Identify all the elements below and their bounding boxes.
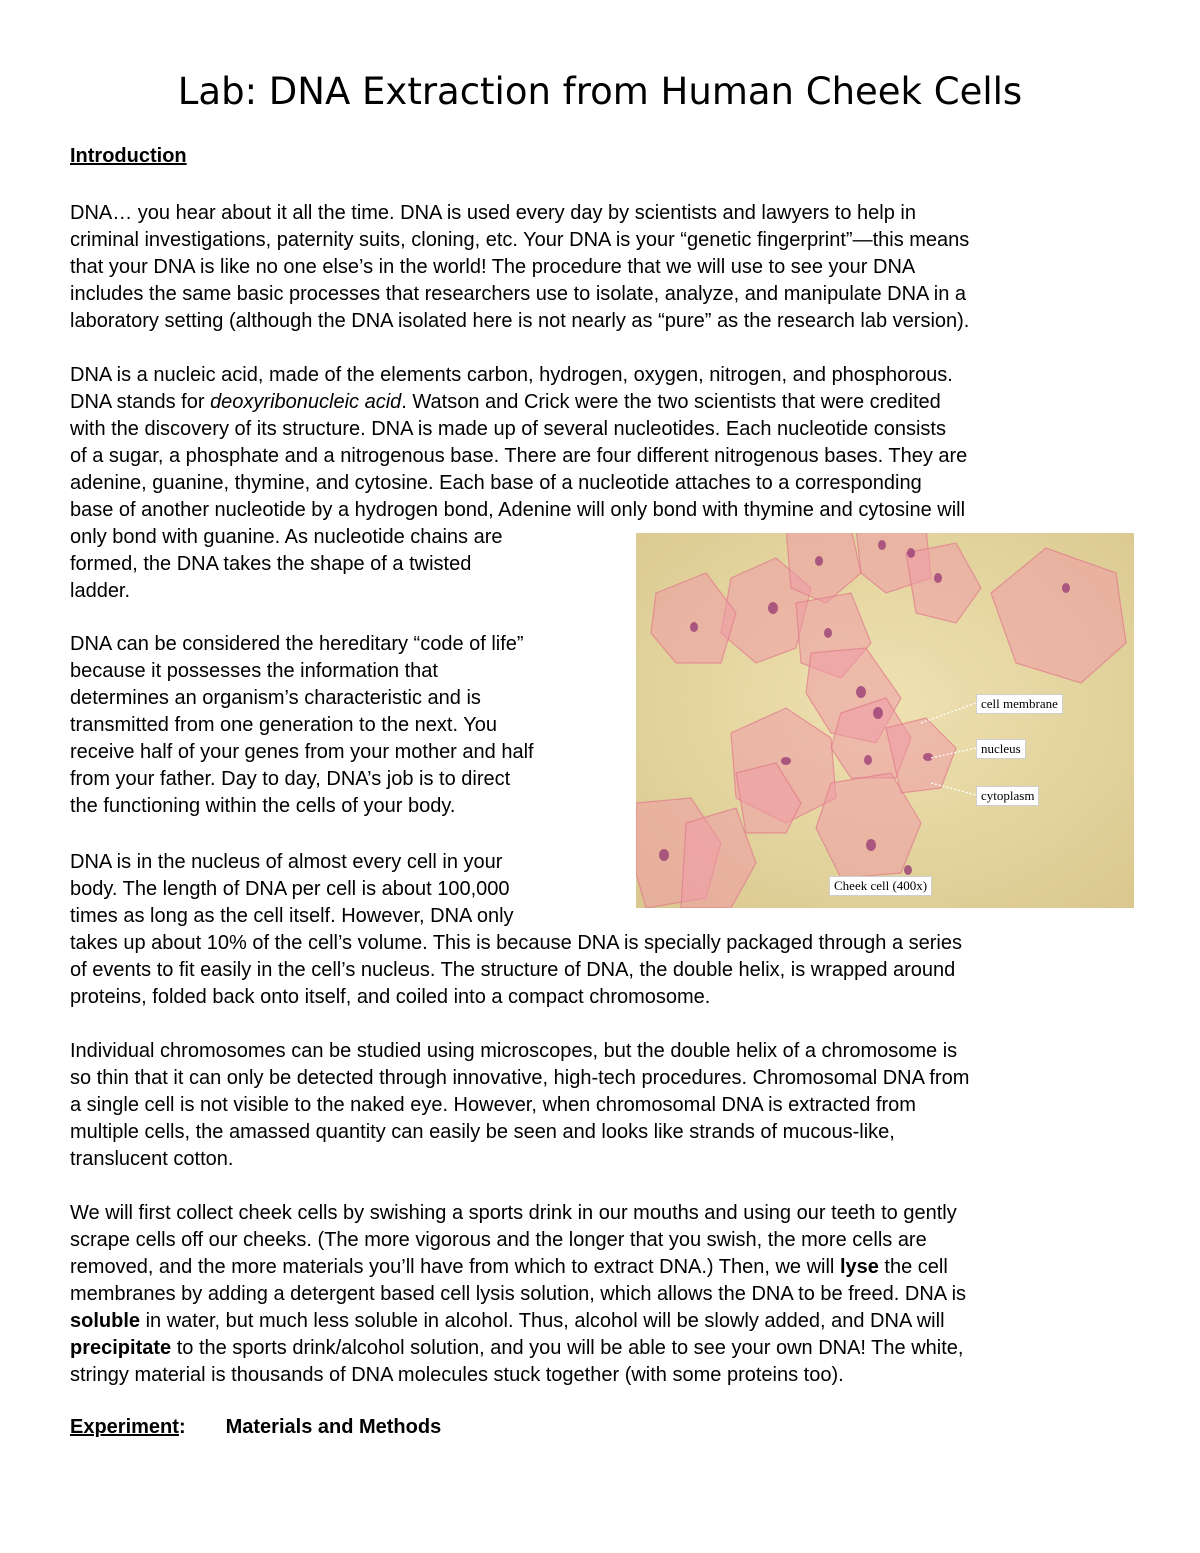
experiment-label: Experiment (70, 1416, 179, 1438)
text-line: body. The length of DNA per cell is about 100,000 (70, 878, 510, 900)
paragraph-intro (70, 200, 1140, 335)
text-line: DNA is in the nucleus of almost every cell in your (70, 851, 503, 873)
text-line: stringy material is thousands of DNA molecules stuck together (with some proteins too). (70, 1364, 844, 1386)
cell-nucleus (856, 686, 866, 698)
bold-term-precipitate: precipitate (70, 1337, 172, 1359)
cell-nucleus (866, 839, 876, 851)
cell-nucleus (659, 849, 669, 861)
text-line: that your DNA is like no one else’s in the world! The procedure that we will use to see your DNA (70, 256, 916, 278)
text-line: ladder. (70, 580, 131, 602)
bold-term-lyse: lyse (839, 1256, 879, 1278)
cell-nucleus (904, 865, 912, 875)
cell-nucleus (873, 707, 883, 719)
text-line: times as long as the cell itself. However, DNA only (70, 905, 514, 927)
text-line: determines an organism’s characteristic and is (70, 687, 481, 709)
micrograph-image (636, 533, 1134, 908)
cell-nucleus (934, 573, 942, 583)
experiment-colon: : (178, 1416, 186, 1438)
text-segment: to the sports drink/alcohol solution, and you will be able to see your own DNA! The white, (171, 1337, 964, 1359)
text-segment: DNA stands for (70, 391, 211, 413)
label-cytoplasm: cytoplasm (976, 786, 1039, 806)
text-line: because it possesses the information that (70, 660, 438, 682)
bold-term-soluble: soluble (70, 1310, 141, 1332)
text-line: only bond with guanine. As nucleotide chains are (70, 526, 503, 548)
experiment-heading (70, 1416, 441, 1439)
text-line: proteins, folded back onto itself, and coiled into a compact chromosome. (70, 986, 711, 1008)
text-segment: removed, and the more materials you’ll have from which to extract DNA.) Then, we will (70, 1256, 840, 1278)
text-line (70, 1308, 1140, 1335)
introduction-heading: Introduction (70, 145, 187, 167)
text-line: DNA… you hear about it all the time. DNA is used every day by scientists and lawyers to help in (70, 202, 916, 224)
cell-nucleus (815, 556, 823, 566)
text-line: the functioning within the cells of your body. (70, 795, 456, 817)
text-line: scrape cells off our cheeks. (The more vigorous and the longer that you swish, the more cells are (70, 1229, 927, 1251)
paragraph-chromosomes (70, 1038, 1140, 1173)
text-line: multiple cells, the amassed quantity can easily be seen and looks like strands of mucous-like, (70, 1121, 895, 1143)
text-line: DNA is a nucleic acid, made of the elements carbon, hydrogen, oxygen, nitrogen, and phosphorous. (70, 364, 953, 386)
text-line: We will first collect cheek cells by swishing a sports drink in our mouths and using our teeth to gently (70, 1202, 957, 1224)
text-line: receive half of your genes from your mother and half (70, 741, 534, 763)
paragraph-procedure (70, 1200, 1140, 1389)
cell-nucleus (824, 628, 832, 638)
text-line: membranes by adding a detergent based cell lysis solution, which allows the DNA to be freed. DNA is (70, 1283, 967, 1305)
text-segment: the cell (878, 1256, 948, 1278)
materials-methods-subheading: Materials and Methods (225, 1416, 442, 1438)
text-segment: in water, but much less soluble in alcohol. Thus, alcohol will be slowly added, and DNA will (140, 1310, 945, 1332)
text-line: of a sugar, a phosphate and a nitrogenous base. There are four different nitrogenous bases. They are (70, 445, 968, 467)
cell-nucleus (781, 757, 791, 765)
text-line: of events to fit easily in the cell’s nucleus. The structure of DNA, the double helix, is wrapped around (70, 959, 956, 981)
text-line (70, 1335, 1140, 1362)
text-line (70, 1254, 1140, 1281)
label-nucleus: nucleus (976, 739, 1026, 759)
cell-nucleus (864, 755, 872, 765)
text-line: DNA can be considered the hereditary “code of life” (70, 633, 524, 655)
text-line: Individual chromosomes can be studied using microscopes, but the double helix of a chromosome is (70, 1040, 958, 1062)
page-title: Lab: DNA Extraction from Human Cheek Cells (177, 70, 1023, 113)
cell-nucleus (907, 548, 915, 558)
cell-nucleus (768, 602, 778, 614)
text-line: from your father. Day to day, DNA’s job is to direct (70, 768, 511, 790)
cell-nucleus (690, 622, 698, 632)
text-segment: . Watson and Crick were the two scientists that were credited (401, 391, 941, 413)
text-line: takes up about 10% of the cell’s volume. This is because DNA is specially packaged through a series (70, 932, 962, 954)
text-line: formed, the DNA takes the shape of a twisted (70, 553, 472, 575)
text-line: a single cell is not visible to the naked eye. However, when chromosomal DNA is extracted from (70, 1094, 916, 1116)
text-line: base of another nucleotide by a hydrogen bond, Adenine will only bond with thymine and cytosine will (70, 499, 966, 521)
text-line: transmitted from one generation to the next. You (70, 714, 497, 736)
text-line: translucent cotton. (70, 1148, 234, 1170)
text-line: so thin that it can only be detected through innovative, high-tech procedures. Chromosomal DNA from (70, 1067, 970, 1089)
italic-term: deoxyribonucleic acid (210, 391, 402, 413)
text-line: adenine, guanine, thymine, and cytosine. Each base of a nucleotide attaches to a corresponding (70, 472, 922, 494)
cheek-cell-micrograph (636, 533, 1134, 908)
cell-nucleus (878, 540, 886, 550)
text-line: laboratory setting (although the DNA isolated here is not nearly as “pure” as the research lab version). (70, 310, 970, 332)
label-cell-membrane: cell membrane (976, 694, 1063, 714)
cell-nucleus (1062, 583, 1070, 593)
figure-caption: Cheek cell (400x) (829, 876, 932, 896)
text-line: with the discovery of its structure. DNA is made up of several nucleotides. Each nucleotide consists (70, 418, 946, 440)
text-line: criminal investigations, paternity suits, cloning, etc. Your DNA is your “genetic fingerprint”—this means (70, 229, 970, 251)
text-line: includes the same basic processes that researchers use to isolate, analyze, and manipulate DNA in a (70, 283, 967, 305)
cell-nucleus (923, 753, 933, 761)
text-line (70, 389, 1140, 416)
